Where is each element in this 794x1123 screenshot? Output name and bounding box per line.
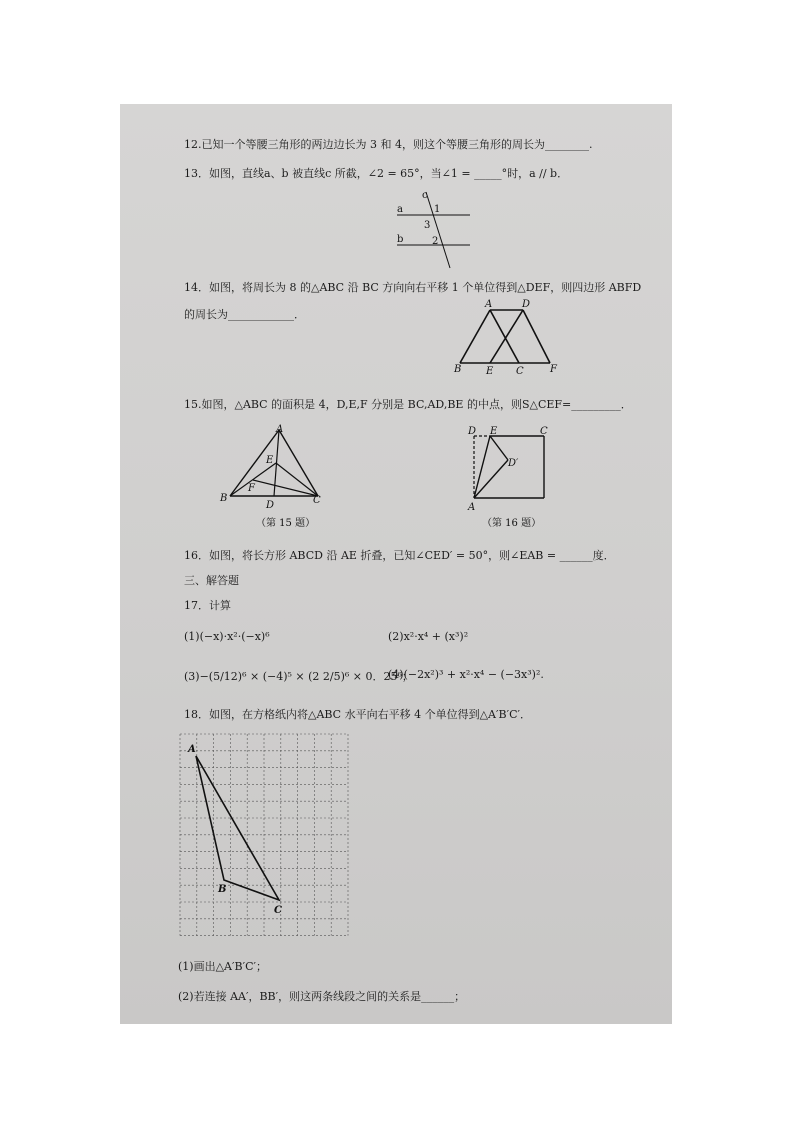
question-18: 18．如图，在方格纸内将△ABC 水平向右平移 4 个单位得到△A′B′C′． bbox=[184, 708, 531, 721]
question-14-line1: 14．如图，将周长为 8 的△ABC 沿 BC 方向向右平移 1 个单位得到△DEF，则四边形 ABFD bbox=[184, 281, 642, 294]
question-16: 16．如图，将长方形 ABCD 沿 AE 折叠，已知∠CED′ = 50°，则∠EAB = ______度． bbox=[184, 549, 615, 562]
fig15-label-C: C bbox=[313, 495, 321, 506]
fig13-label-1: 1 bbox=[434, 204, 441, 215]
fig16-label-E: E bbox=[490, 426, 498, 437]
fig15-label-E: E bbox=[266, 455, 274, 466]
fig15-label-B: B bbox=[220, 493, 228, 504]
fig15-caption: （第 15 题） bbox=[256, 518, 316, 529]
fig13-label-2: 2 bbox=[432, 236, 439, 247]
fig15-label-D: D bbox=[266, 500, 275, 511]
question-14-line2: 的周长为____________． bbox=[184, 308, 305, 321]
fig14-label-F: F bbox=[550, 364, 557, 375]
fig18-label-B: B bbox=[218, 884, 227, 895]
triangle-abc bbox=[196, 756, 279, 900]
fig18-label-C: C bbox=[274, 905, 282, 916]
question-18-part-1: (1)画出△A′B′C′； bbox=[178, 960, 267, 973]
question-17: 17．计算 bbox=[184, 599, 231, 612]
figure-18-grid bbox=[176, 730, 352, 946]
figure-15 bbox=[214, 420, 334, 532]
fig13-label-a: a bbox=[397, 204, 403, 215]
question-17-part-3: (3)−(5/12)⁶ × (−4)⁵ × (2 2/5)⁶ × 0．25⁶； bbox=[184, 670, 413, 683]
fig14-label-E: E bbox=[486, 366, 494, 376]
fig16-label-A: A bbox=[468, 502, 476, 513]
question-12: 12.已知一个等腰三角形的两边边长为 3 和 4，则这个等腰三角形的周长为________. bbox=[184, 138, 593, 151]
figure-13 bbox=[392, 188, 482, 270]
fig13-label-b: b bbox=[397, 234, 404, 245]
fig16-caption: （第 16 题） bbox=[482, 518, 542, 529]
question-17-part-2: (2)x²·x⁴ + (x³)² bbox=[388, 630, 469, 643]
fig14-label-B: B bbox=[454, 364, 462, 375]
fig16-label-D: D bbox=[468, 426, 477, 437]
fig14-label-D: D bbox=[522, 299, 531, 310]
fig15-label-A: A bbox=[276, 424, 284, 435]
question-15: 15.如图，△ABC 的面积是 4，D,E,F 分别是 BC,AD,BE 的中点，则S△CEF=_________． bbox=[184, 398, 632, 411]
fig14-label-A: A bbox=[485, 299, 493, 310]
question-18-part-2: (2)若连接 AA′，BB′，则这两条线段之间的关系是______； bbox=[178, 990, 466, 1003]
fig16-label-C: C bbox=[540, 426, 548, 437]
fig15-label-F: F bbox=[248, 483, 255, 494]
section-3-heading: 三、解答题 bbox=[184, 574, 239, 587]
question-17-part-1: (1)(−x)·x²·(−x)⁶ bbox=[184, 630, 270, 643]
figure-14 bbox=[452, 296, 562, 376]
fig13-label-3: 3 bbox=[424, 220, 431, 231]
figure-16 bbox=[460, 420, 560, 532]
question-17-part-4: (4)(−2x²)³ + x²·x⁴ − (−3x³)². bbox=[388, 668, 544, 681]
question-13: 13．如图，直线a、b 被直线c 所截，∠2 = 65°，当∠1 = _____°时，a // b． bbox=[184, 167, 569, 180]
fig16-label-D-prime: D′ bbox=[508, 458, 519, 469]
fig18-label-A: A bbox=[188, 744, 196, 755]
fig13-label-c: c bbox=[422, 190, 428, 201]
fig14-label-C: C bbox=[516, 366, 524, 376]
